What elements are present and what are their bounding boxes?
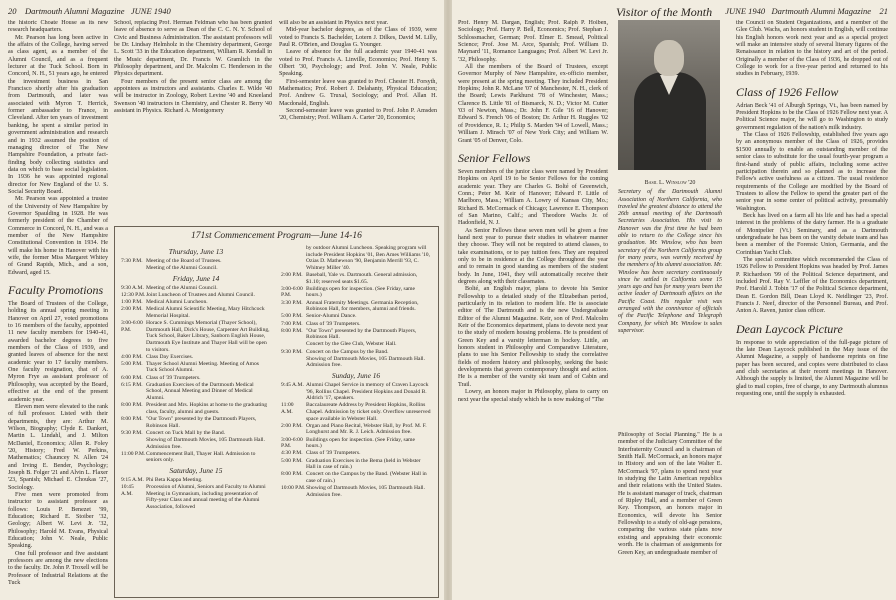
event-time: 8:00 P.M. — [281, 471, 303, 478]
event-description: Medical Alumni Luncheon. — [146, 299, 208, 306]
program-event — [281, 356, 431, 369]
event-time: 5:00 P.M. — [281, 457, 303, 464]
section-heading-visitor: Visitor of the Month — [616, 5, 713, 19]
event-description: Graduation Exercises in the Bema (held in Webster Hall in case of rain.) — [306, 457, 421, 471]
section-heading-laycock-picture: Dean Laycock Picture — [736, 321, 843, 336]
visitor-of-the-month — [612, 0, 730, 600]
event-time: 3:00-6:00 P.M. — [121, 320, 143, 333]
event-time — [281, 341, 306, 348]
event-description: Medical Alumni Scientific Meeting, Mary Hitchcock Memorial Hospital. — [146, 306, 265, 319]
portrait-photo — [618, 20, 720, 170]
program-event — [121, 477, 271, 484]
left-page — [0, 0, 444, 600]
right-page — [452, 0, 896, 600]
section-heading-class-1926: Class of 1926 Fellow — [736, 84, 839, 99]
event-description: Meeting of the Alumni Council. — [146, 284, 218, 291]
program-event — [281, 286, 431, 299]
program-event — [281, 471, 431, 484]
paragraph: the historic Choate House as its new research headquarters. — [8, 20, 108, 34]
program-event — [281, 402, 431, 422]
right-column-2-bottom — [618, 432, 722, 596]
program-event — [121, 484, 271, 510]
event-time — [121, 437, 146, 450]
paragraph: One full professor and five assistant professors are among the new elections to the faculty. Dr. John P. Troxell will be Professor of Industrial Relations at the Tuck — [8, 550, 108, 587]
paragraph: In response to wide appreciation of the full-page picture of the late Dean Laycock published in the May issue of the Alumni Magazine, a supply of handsome reprints on fine paper has been secured, and copies were distributed to class and club secretaries at their recent meetings in Hanover. Although the supply is limited, the Alumni Magazine will be glad to mail copies, free of charge, to any Dartmouth alumnus requesting one, until the supply is exhausted. — [736, 339, 888, 398]
event-time: 9:15 A.M. — [121, 476, 144, 483]
event-time: 12:30 P.M. — [121, 291, 146, 298]
paragraph: Second-semester leave was granted to Prof. John P. Amsden '20, Chemistry; Prof. William A. Carter '20, Economics; — [279, 108, 437, 122]
program-event — [281, 328, 431, 341]
program-event — [281, 321, 431, 328]
event-description: Graduation Exercises of the Dartmouth Medical School, Annual Meeting and Dinner of Medical Alumni. — [146, 381, 254, 402]
program-event — [281, 485, 431, 498]
event-time: 7:30 P.M. — [121, 258, 143, 264]
paragraph: Adrian Beck '41 of Alburgh Springs, Vt., has been named by President Hopkins to be the Class of 1926 Fellow next year. A Political Science major, he will go to Washington to study government regulation of the nation's milk industry. — [736, 102, 888, 131]
paragraph: Lowry, an honors major in Philosophy, plans to carry on next year the special study which he is now making of "The — [458, 389, 608, 403]
section-heading-senior-fellows: Senior Fellows — [458, 150, 531, 165]
program-event — [281, 245, 431, 271]
left-column-1 — [8, 20, 108, 596]
program-event — [281, 349, 431, 356]
event-description: Class Day Exercises. — [146, 353, 194, 360]
event-time: 10:00 P.M. — [281, 485, 306, 492]
event-description: Class of '39 Trumpeters. — [306, 320, 361, 327]
event-time — [281, 356, 306, 369]
left-page-header — [8, 6, 171, 16]
issue-date: JUNE 1940 — [130, 6, 171, 16]
paragraph: will also be an assistant in Physics next year. — [279, 20, 389, 26]
event-time: 2:00 P.M. — [281, 271, 303, 278]
paragraph: School, replacing Prof. Herman Feldman who has been granted leave of absence to serve as Dean of the C. C. N. Y. School of Civic and Business Administration. The assistant professors will be Dr. Lindsay Helmholz in the Chemistry department, George L. Scott '33 in the Education department, William R. Kendall in the Music department, Dr. Francis W. Gramlich in the Philosophy department, and Dr. Malcolm C. Henderson in the Physics department. — [114, 20, 272, 78]
paragraph: The Class of 1926 Fellowship, established five years ago by an anonymous member of the Class of 1926, provides $1500 annually to enable an outstanding member of the senior class to substitute for the usual fourth-year program a first-hand study of public affairs, including some active participation therein and so planned as to increase the Fellow's active usefulness as a citizen. The usual residence requirements of the College are modified by the Board of Trustees to allow the Fellow to spend the greater part of the senior year in some center of political activity, presumably Washington. — [736, 132, 888, 212]
program-event — [121, 306, 271, 319]
event-time: 6:15 P.M. — [121, 381, 143, 388]
event-time: 9:45 A.M. — [281, 382, 304, 389]
event-description: Joint Luncheon of Trustees and Alumni Council. — [146, 291, 255, 298]
event-time: 1:00 P.M. — [121, 299, 143, 306]
program-event — [121, 416, 271, 429]
program-title: 171st Commencement Program—June 14-16 — [191, 231, 362, 241]
left-column-2 — [114, 20, 272, 222]
event-time: 9:30 P.M. — [121, 429, 143, 436]
event-description: "Our Town" presented by the Dartmouth Players, Robinson Hall. — [146, 416, 257, 429]
program-day-heading: Saturday, June 15 — [169, 465, 223, 475]
program-event — [281, 341, 431, 348]
program-day-heading: Friday, June 14 — [172, 273, 220, 283]
event-time: 2:00 P.M. — [121, 306, 143, 313]
event-time: 11:00 A.M. — [281, 402, 294, 415]
paragraph: Mr. Pearson has long been active in the affairs of the College, having served as class agent, as a member of the Alumni Council, and as a frequent lecturer at the Tuck School. Born in Concord, N. H., 51 years ago, he entered the investment business in San Francisco shortly after his graduation from Dartmouth, and later was associated with Myron T. Herrick, former ambassador to France, in Cleveland. After ten years of investment banking, he spent a similar period in government administration and research and in 1932 assumed the position of managing director of The New Hampshire Foundation, a private fact-finding body collecting statistics and data on which to base social legislation. In 1936 he was appointed regional director for New England of the U. S. Social Security Board. — [8, 34, 108, 195]
event-time: 3:00-6:00 P.M. — [281, 285, 303, 299]
event-description: "Our Town" presented by the Dartmouth Players, Robinson Hall. — [306, 327, 417, 341]
photo-name: Basil L. Winslow '20 — [644, 180, 696, 186]
event-description: Organ and Piano Recital, Webster Hall, by Prof. M. F. Longhurst and Mr. R. J. Leich. Admission free. — [306, 422, 427, 436]
paragraph: Seven members of the junior class were named by President Hopkins on April 19 to be Senior Fellows for the coming academic year. They are Charles G. Bolté of Greenwich, Conn.; Peter M. Keir of Hanover; Edward F. Little of Marlboro, Mass.; William A. Lowry of Kansas City, Mo.; Richard B. McCormack of Chicago; Lawrence E. Thompson of San Marino, Calif.; and Theodore Wachs Jr. of Hadonfield, N. J. — [458, 168, 608, 227]
program-event — [121, 437, 271, 450]
event-description: Meeting of the Alumni Council. — [146, 265, 218, 272]
event-description: Concert on the Campus by the Band. — [306, 348, 389, 355]
event-description: Concert by the Glee Club, Webster Hall. — [306, 341, 397, 348]
program-event — [121, 375, 271, 382]
program-event — [121, 451, 271, 464]
program-event — [281, 458, 431, 471]
program-day-heading: Thursday, June 13 — [168, 247, 224, 256]
section-heading-faculty-promotions: Faculty Promotions — [8, 283, 104, 298]
event-time: 9:30 A.M. — [121, 284, 144, 291]
event-description: Showing of Dartmouth Movies, 105 Dartmouth Hall. Admission free. — [306, 485, 426, 498]
program-event — [281, 450, 431, 457]
event-description: Showing of Dartmouth Movies, 105 Dartmouth Hall. Admission free. — [146, 436, 266, 450]
program-event — [121, 430, 271, 437]
right-page-header — [725, 6, 888, 16]
paragraph: Five men were promoted from instructor to assistant professor as follows: Louis P. Benezet '99, Education; Richard E. Stoiber '32, Geology; Albert W. Levi Jr. '32, Philosophy; Harold M. Evans, Physical Education; John V. Neale, Public Speaking. — [8, 491, 108, 550]
paragraph: Mid-year bachelor degrees, as of the Class of 1939, were voted to Francis S. Bachelder, Lotern J. Dilkes, David M. Lilly, Paul R. O'Brien, and Douglas G. Younger. — [279, 27, 437, 49]
gutter — [444, 0, 452, 600]
paragraph: Prof. Henry M. Dargan, English; Prof. Ralph P. Holben, Sociology; Prof. Harry P. Bell, Economics; Prof. Stephan J. Schlossmacher, German; Prof. Elmer E. Smead, Political Science; Prof. Jose M. Arce, Spanish; Prof. William D. Maynard '11, Romance Languages; Prof. Albert W. Levi Jr. '32, Philosophy. — [458, 20, 608, 63]
paragraph: The Board of Trustees of the College, holding its annual spring meeting in Hanover on April 27, voted promotions to 16 members of the faculty, appointed 11 new faculty members for 1940-41, awarded bachelor degrees to five members of the Class of 1939, and granted leaves of absence for the next academic year to 17 faculty members. One faculty resignation, that of A. Myron Frye as assistant professor of Philosophy, was accepted by the Board, effective at the end of the present academic year. — [8, 301, 108, 403]
event-description: Thayer School Alumni Meeting. Meeting of Amos Tuck School Alumni. — [146, 360, 259, 374]
event-description: Horace S. Cummings Memorial (Thayer School), Dartmouth Hall, Dick's House, Carpenter Art Building, Tuck School, Baker Library, Sanborn English House, Dartmouth Eye Institute and Thayer Hall will be open to visitors. — [146, 320, 270, 353]
event-description: President and Mrs. Hopkins at home to the graduating class, faculty, alumni and guests. — [146, 402, 268, 415]
program-event — [121, 258, 271, 265]
right-column-3 — [736, 20, 888, 596]
event-description: Class of '39 Trumpeters. — [306, 450, 361, 457]
program-event — [121, 402, 271, 415]
event-time: 4:30 P.M. — [281, 450, 303, 457]
event-description: Showing of Dartmouth Movies, 105 Dartmouth Hall. Admission free. — [306, 355, 426, 369]
event-description: Meeting of the Board of Trustees. — [146, 258, 222, 264]
paragraph: Mr. Pearson was appointed a trustee of the University of New Hampshire by Governor Spaulding in 1928. He was formerly president of the Chamber of Commerce in Concord, N. H., and was a member of the New Hampshire Constitutional Convention in 1934. He will make his home in Hanover with his wife, the former Miss Margaret Whitey of Grand Rapids, Mich., and a son, Edward, aged 15. — [8, 196, 108, 276]
event-time: 9:30 P.M. — [281, 348, 303, 355]
program-column-1 — [121, 245, 271, 593]
event-time: 8:00 P.M. — [281, 327, 303, 334]
event-description: Senior-Alumni Dance. — [306, 313, 357, 320]
paragraph: The special committee which recommended the Class of 1926 Fellow to President Hopkins was headed by Prof. James P. Richardson '99 of the Political Science department, and included Prof. Ray V. Leffler of the Economics department, Prof. Harold J. Tobin '17 of the Political Science department, Dean E. Gordon Bill, Dean Lloyd K. Neidlinger '23, Prof. Francis J. Neef, director of the Personnel Bureau, and Prof. Anton A. Raven, junior class officer. — [736, 256, 888, 315]
program-event — [121, 361, 271, 374]
event-description: Buildings open for inspection. (See Friday, same hours.) — [306, 285, 416, 299]
program-event — [121, 382, 271, 402]
event-description: Baccalaureate Address by President Hopkins, Rollins Chapel. Admission by ticket only. Overflow unreserved space available in Webster Hall. — [306, 402, 431, 422]
paragraph: the Council on Student Organizations, and a member of the Glee Club. Wachs, an honors student in English, will continue his English honors work next year and as a special project will make an intensive study of several literary figures of the Renaissance in relation to the history and art of the period. Originally a member of the Class of 1936, he dropped out of College to work for a five-year period and returned to his studies in February, 1939. — [736, 20, 888, 78]
magazine-title: Dartmouth Alumni Magazine — [25, 6, 125, 16]
event-time: 4:00 P.M. — [121, 353, 143, 360]
event-time — [281, 245, 306, 271]
commencement-program-box — [114, 226, 439, 598]
event-time: 5:00 P.M. — [121, 360, 143, 367]
event-time: 7:00 P.M. — [281, 320, 303, 327]
paragraph: First-semester leave was granted to Prof. Chester H. Forsyth, Mathematics; Prof. Robert J. Delahanty, Physical Education; Prof. Andrew G. Truxal, Sociology; and Prof. Allan H. Macdonald, English. — [279, 78, 437, 107]
event-time — [121, 265, 146, 272]
issue-date: JUNE 1940 — [725, 6, 766, 16]
event-description: Class of '39 Trumpeters. — [146, 374, 201, 381]
event-time: 8:00 P.M. — [121, 416, 143, 422]
page-number: 21 — [879, 6, 888, 16]
event-time: 11:00 P.M. — [121, 450, 146, 457]
program-event — [281, 272, 431, 285]
program-event — [121, 265, 271, 272]
event-description: Baseball, Yale vs. Dartmouth. General admission, $1.10; reserved seats $1.65. — [306, 271, 418, 285]
program-event — [281, 382, 431, 402]
event-time: 10:45 A.M. — [121, 484, 134, 497]
paragraph: Leave of absence for the full academic year 1940-41 was voted to Prof. Francis A. Linville, Economics; Prof. Henry S. Olbert '30, Psychology; and Prof. John V. Neale, Public Speaking. — [279, 49, 437, 78]
paragraph: As Senior Fellows these seven men will be given a free hand next year to pursue their studies in whatever manner they choose. They will not be required to attend classes, to take examinations, or to pay tuition fees. They are required only to be in residence at the College throughout the year and to remain in good standing as members of the student body. In June, 1941, they will automatically receive their degrees along with their classmates. — [458, 227, 608, 285]
paragraph: Philosophy of Social Planning." He is a member of the Judiciary Committee of the Interfraternity Council and is chairman of Smith Hall. McCormack, an honors major in History and son of the late Walter E. McCormack '97, plans to spend next year in studying the Latin American republics and their relations with the United States. He is assistant manager of track, chairman of Ripley Hall, and a member of Green Key. Thompson, an honors major in Economics, will devote his Senior Fellowship to a study of old-age pensions, comparing the various state plans now existing and appraising their economic worth. He is chairman of assignments for Green Key, an undergraduate member of — [618, 432, 722, 556]
event-description: by outdoor Alumni Luncheon. Speaking program will include President Hopkins '01, Ben Ames Williams '10, Ozias D. Mathewson '90, Benjamin Merrill '93, C. Whitney Miller '40. — [306, 245, 430, 271]
event-time: 8:00 P.M. — [121, 402, 143, 409]
paragraph: Eleven men were elevated to the rank of full professor. Listed with their departments, they are: Arthur M. Wilson, Biography; Clyde E. Dankert, Martin L. Lindahl, and J. Milton McDaniel, Economics; Allen R. Foley '20, History; Fred W. Perkins, Mathematics; Chauncey N. Allen '24 and Irving E. Bender, Psychology; Joseph B. Folger '21 and Alvin L. Flaxer '23, Spanish; Michael E. Choukas '27, Sociology. — [8, 403, 108, 491]
paragraph: All the members of the Board of Trustees, except Governor Murphy of New Hampshire, ex-officio member, were present at the spring meeting. They included President Hopkins; John R. McLane '07 of Manchester, N. H., clerk of the Board; Lewis Parkhurst '78 of Winchester, Mass.; Clarence B. Little '81 of Bismarck, N. D.; Victor M. Cutter '03 of Newton, Mass.; Dr. John F. Gile '16 of Hanover; Edward S. French '06 of Boston; Dr. Arthur H. Ruggles '02 of Providence, R. I.; Philip S. Marden '94 of Lowell, Mass.; William J. Minsch '07 of New York City; and William W. Grant '05 of Denver, Colo. — [458, 64, 608, 144]
event-description: Alumni Chapel Service in memory of Craven Laycock '96, Rollins Chapel. President Hopkins and Donald B. Aldrich '17, speakers. — [306, 382, 429, 402]
program-event — [121, 292, 271, 299]
event-description: Procession of Alumni, Seniors and Faculty to Alumni Meeting in Gymnasium, including presentation of Fifty-year Class and annual meeting of the Alumni Association, followed — [146, 484, 266, 510]
event-time: 3:30 P.M. — [281, 299, 303, 306]
caption-text: Secretary of the Dartmouth Alumni Association of Northern California, who traveled the greatest distance to attend the 26th annual meeting of the Dartmouth Secretaries Association. His visit to Hanover was the first time he had been able to return to the College since his graduation. Mr. Winslow, who has been secretary of the Northern California group for many years, was warmly received by the members of his alumni association. Mr. Winslow has been secretary continuously since he settled in California some 15 years ago and has for many years been the active leader of Dartmouth affairs on the Pacific Coast. His regular visit was arranged with the connivance of officials of the Pacific Telephone and Telegraph Company, for which Mr. Winslow is sales supervisor. — [618, 189, 722, 334]
photo-caption — [618, 180, 722, 335]
right-column-1 — [458, 20, 608, 596]
program-event — [121, 285, 271, 292]
program-event — [121, 320, 271, 353]
event-description: Phi Beta Kappa Meeting. — [146, 476, 203, 483]
event-description: Concert on the Campus by the Band. (Webster Hall in case of rain.) — [306, 471, 427, 484]
program-day-heading: Sunday, June 16 — [331, 371, 381, 381]
event-description: Commencement Ball, Thayer Hall. Admission to seniors only. — [146, 450, 256, 464]
program-event — [281, 423, 431, 436]
event-time: 3:00-6:00 P.M. — [281, 436, 303, 450]
program-event — [281, 300, 431, 313]
event-description: Annual Fraternity Meetings. Germania Reception, Robinson Hall, for members, alumni and friends. — [306, 299, 419, 313]
program-event — [281, 313, 431, 320]
paragraph: Four members of the present senior class are among the appointees as instructors and assistants. Charles E. Wilde '40 will be instructor in Zoology, Robert Levine '40 and Kneeland Swenson '40 instructors in Chemistry, and Chester R. Berry '40 assistant in Physics. Richard A. Montgomery — [114, 78, 272, 115]
program-event — [121, 354, 271, 361]
event-description: Buildings open for inspection. (See Friday, same hours.) — [306, 436, 416, 450]
program-event — [281, 437, 431, 450]
program-event — [121, 299, 271, 306]
event-description: Concert on Tuck Mall by the Band. — [146, 429, 226, 436]
program-column-2 — [281, 245, 431, 593]
page-number: 20 — [8, 6, 17, 16]
event-time: 6:00 P.M. — [121, 374, 143, 381]
left-column-3 — [279, 20, 437, 222]
event-time: 5:00 P.M. — [281, 313, 303, 320]
event-time: 2:00 P.M. — [281, 422, 303, 429]
paragraph: Beck has lived on a farm all his life and has had a special interest in the problems of the dairy farmer. He is a graduate of Montpelier (Vt.) Seminary, and as a Dartmouth undergraduate he has been on the varsity debate team and has been a member of the Forensic Union, Germania, and the Corinthian Yacht Club. — [736, 212, 888, 256]
magazine-title: Dartmouth Alumni Magazine — [771, 6, 871, 16]
paragraph: Bolté, an English major, plans to devote his Senior Fellowship to a detailed study of the Elizabethan period, particularly in its relation to modern life. He is associate editor of The Dartmouth and is the new Undergraduate Editor of the Alumni Magazine. Keir, son of Prof. Malcolm Keir of the Economics department, plans to devote next year to the study of modern housing problems. He is president of Green Key and a varsity letterman in hockey. Little, an honors student in Philosophy and Comparative Literature, plans to use his Senior Fellowship to study the correlative fields of modern history and philosophy, seeking the basic developments that govern contemporary thought and action. He is a member of the varsity ski team and of Cabin and Trail. — [458, 286, 608, 388]
